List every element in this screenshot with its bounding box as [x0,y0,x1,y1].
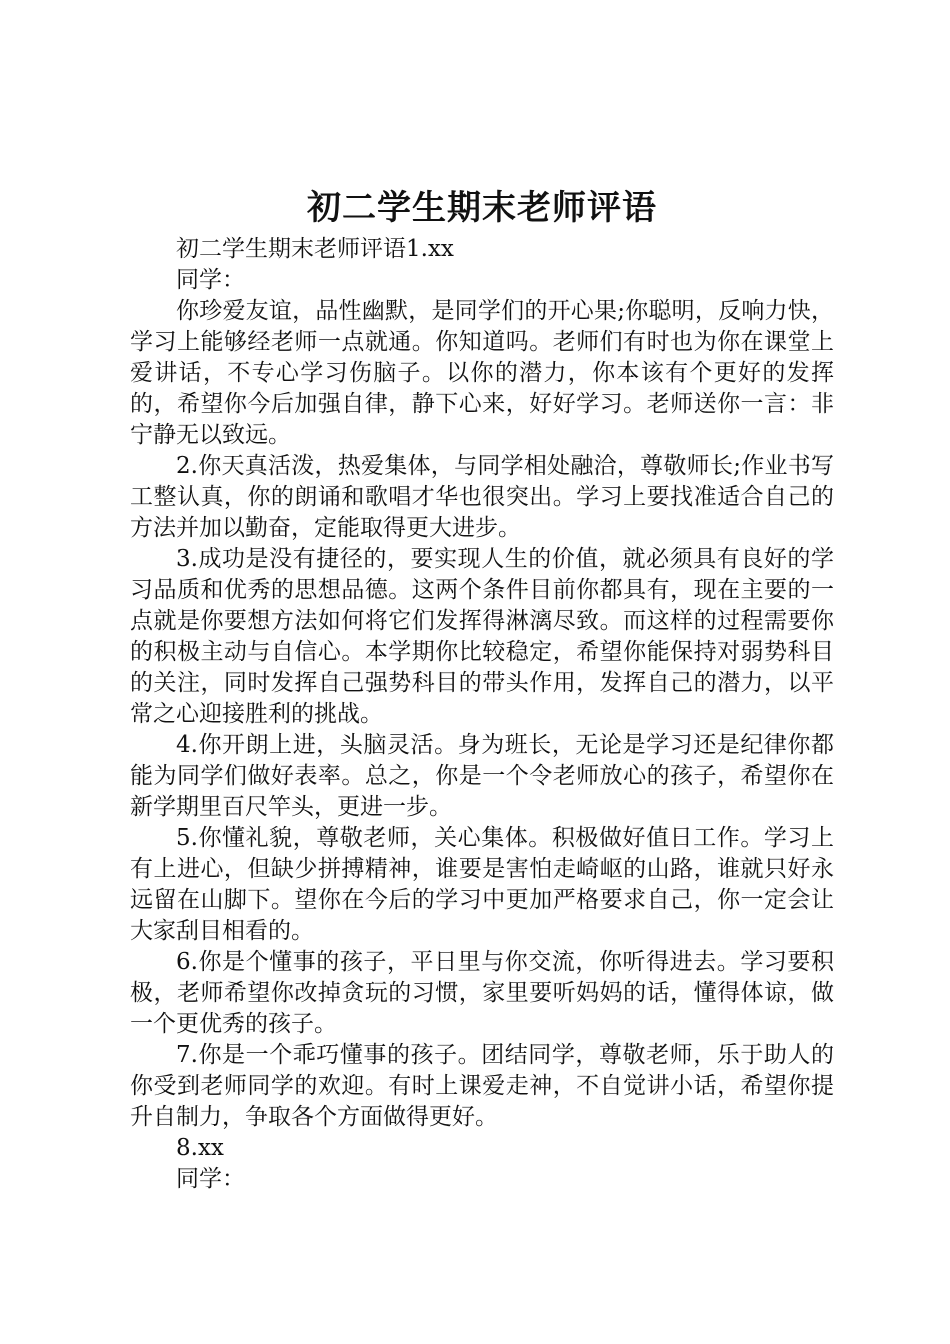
paragraph-comment-2: 2.你天真活泼，热爱集体，与同学相处融洽，尊敬师长;作业书写工整认真，你的朗诵和歌唱才华也很突出。学习上要找准适合自己的方法并加以勤奋，定能取得更大进步。 [130,453,834,541]
paragraph-comment-6: 6.你是个懂事的孩子，平日里与你交流，你听得进去。学习要积极，老师希望你改掉贪玩的习惯，家里要听妈妈的话，懂得体谅，做一个更优秀的孩子。 [130,949,834,1037]
paragraph-comment-1: 你珍爱友谊，品性幽默，是同学们的开心果;你聪明，反响力快，学习上能够经老师一点就通。你知道吗。老师们有时也为你在课堂上爱讲话，不专心学习伤脑子。以你的潜力，你本该有个更好的发挥的，希望你今后加强自律，静下心来，好好学习。老师送你一言：非宁静无以致远。 [130,298,834,448]
paragraph-comment-7: 7.你是一个乖巧懂事的孩子。团结同学，尊敬老师，乐于助人的你受到老师同学的欢迎。有时上课爱走神，不自觉讲小话，希望你提升自制力，争取各个方面做得更好。 [130,1042,834,1130]
paragraph-salutation-1: 同学： [176,267,245,293]
paragraph-salutation-2: 同学： [176,1166,245,1192]
paragraph-comment-5: 5.你懂礼貌，尊敬老师，关心集体。积极做好值日工作。学习上有上进心，但缺少拼搏精神，谁要是害怕走崎岖的山路，谁就只好永远留在山脚下。望你在今后的学习中更加严格要求自己，你一定会让大家刮目相看的。 [130,825,834,944]
paragraph-number-8: 8.xx [176,1135,224,1161]
document-title: 初二学生期末老师评语 [307,188,657,228]
paragraph-comment-3: 3.成功是没有捷径的，要实现人生的价值，就必须具有良好的学习品质和优秀的思想品德。这两个条件目前你都具有，现在主要的一点就是你要想方法如何将它们发挥得淋漓尽致。而这样的过程需要你的积极主动与自信心。本学期你比较稳定，希望你能保持对弱势科目的关注，同时发挥自己强势科目的带头作用，发挥自己的潜力，以平常之心迎接胜利的挑战。 [130,546,834,727]
document-page [130,180,834,1195]
paragraph-comment-4: 4.你开朗上进，头脑灵活。身为班长，无论是学习还是纪律你都能为同学们做好表率。总之，你是一个令老师放心的孩子，希望你在新学期里百尺竿头，更进一步。 [130,732,834,820]
paragraph-heading: 初二学生期末老师评语1.xx [176,236,454,262]
